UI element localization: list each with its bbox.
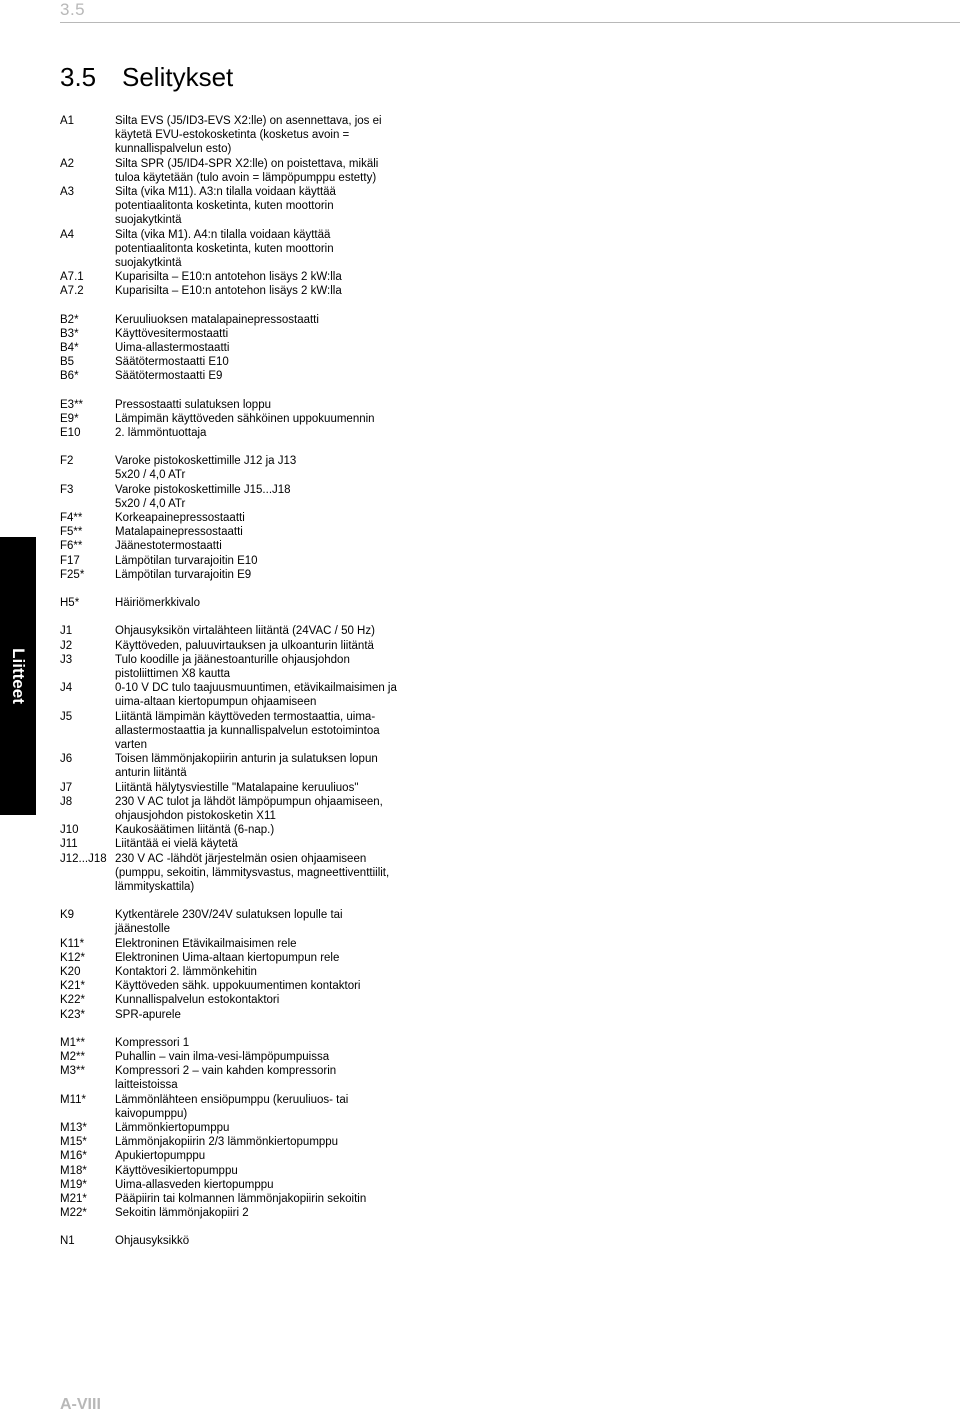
legend-code: J11 — [60, 838, 78, 851]
legend-code: A2 — [60, 157, 75, 170]
legend-row — [60, 852, 400, 895]
legend-code: N1 — [60, 1235, 75, 1248]
legend-description: 230 V AC -lähdöt järjestelmän osien ohjaamiseen (pumppu, sekoitin, lämmitysvastus, magneettiventtiilit, lämmityskattila) — [115, 852, 390, 893]
legend-description: Lämpimän käyttöveden sähköinen uppokuumennin — [115, 412, 375, 425]
legend-code — [60, 497, 115, 511]
legend-code: M13* — [60, 1122, 87, 1134]
legend-description: 5x20 / 4,0 ATr — [115, 497, 186, 510]
legend-row — [60, 1093, 400, 1121]
legend-code: K23* — [60, 1008, 85, 1021]
legend-row — [60, 341, 400, 355]
legend-row — [60, 965, 400, 979]
legend-code: B4* — [60, 342, 79, 355]
legend-row — [60, 837, 400, 851]
legend-code: M11* — [60, 1093, 86, 1106]
legend-row — [60, 681, 400, 709]
legend-row — [60, 1178, 400, 1192]
legend-description: Uima-allasveden kiertopumppu — [115, 1178, 274, 1191]
legend-row — [60, 412, 400, 426]
legend-row — [60, 795, 400, 823]
legend-row — [60, 568, 400, 582]
legend-description: Käyttövesikiertopumppu — [115, 1164, 238, 1177]
legend-code: M22* — [60, 1207, 87, 1220]
legend-description: Pääpiirin tai kolmannen lämmönjakopiirin sekoitin — [115, 1193, 367, 1206]
legend-row — [60, 511, 400, 525]
legend-description: 0-10 V DC tulo taajuusmuuntimen, etävikailmaisimen ja uima-altaan kiertopumpun ohjaamiseen — [115, 682, 397, 709]
legend-description: Pressostaatti sulatuksen loppu — [115, 398, 271, 411]
legend-code: B5 — [60, 356, 75, 369]
legend-code: F25* — [60, 568, 85, 581]
legend-description: Varoke pistokoskettimille J12 ja J13 — [115, 455, 297, 468]
legend-row — [60, 979, 400, 993]
legend-code: B3* — [60, 327, 79, 340]
legend-row — [60, 369, 400, 383]
side-tab — [0, 537, 36, 815]
legend-code: B2* — [60, 313, 79, 326]
legend-row — [60, 1121, 400, 1135]
legend-row — [60, 398, 400, 412]
legend-description: Kompressori 2 – vain kahden kompressorin laitteistoissa — [115, 1065, 337, 1092]
legend-description: Puhallin – vain ilma-vesi-lämpöpumpuissa — [115, 1050, 330, 1063]
legend-row — [60, 1135, 400, 1149]
legend-code: E10 — [60, 427, 81, 440]
legend-code: F6** — [60, 540, 83, 553]
legend-code: M18* — [60, 1164, 87, 1177]
legend-row — [60, 355, 400, 369]
legend-description: Silta (vika M11). A3:n tilalla voidaan käyttää potentiaalitonta kosketinta, kuten moottorin suojakytkintä — [115, 186, 336, 227]
legend-code: K11* — [60, 937, 85, 950]
legend-description: Lämpötilan turvarajoitin E10 — [115, 554, 258, 567]
legend-description: Keruuliuoksen matalapainepressostaatti — [115, 313, 319, 326]
legend-description: Käyttöveden sähk. uppokuumentimen kontaktori — [115, 980, 361, 993]
legend-code: F4** — [60, 512, 83, 525]
legend-code: A4 — [60, 228, 75, 241]
legend-group — [60, 114, 400, 299]
legend-row — [60, 1206, 400, 1220]
legend-code: K20 — [60, 965, 81, 978]
legend-code: J8 — [60, 795, 73, 808]
legend-code: M21* — [60, 1193, 87, 1206]
legend-row — [60, 823, 400, 837]
legend-description: 2. lämmöntuottaja — [115, 427, 207, 440]
legend-code: E3** — [60, 398, 84, 411]
legend-group — [60, 1036, 400, 1221]
legend-group — [60, 624, 400, 894]
legend-code: M15* — [60, 1136, 87, 1149]
legend-row — [60, 1234, 400, 1248]
legend-group — [60, 1234, 400, 1248]
legend-row — [60, 781, 400, 795]
legend-description: Säätötermostaatti E9 — [115, 370, 223, 383]
legend-description: SPR-apurele — [115, 1008, 181, 1021]
legend-description: Kontaktori 2. lämmönkehitin — [115, 965, 257, 978]
legend-description: Kuparisilta – E10:n antotehon lisäys 2 kW:lla — [115, 271, 342, 284]
legend-group — [60, 398, 400, 441]
legend-row — [60, 624, 400, 638]
legend-row — [60, 951, 400, 965]
legend-description: 5x20 / 4,0 ATr — [115, 469, 186, 482]
legend-code: F2 — [60, 455, 74, 468]
legend-description: Liitäntää ei vielä käytetä — [115, 838, 238, 851]
legend-group — [60, 596, 400, 610]
legend-code: M19* — [60, 1178, 87, 1191]
legend-row — [60, 468, 400, 482]
legend-description: Käyttöveden, paluuvirtauksen ja ulkoanturin liitäntä — [115, 639, 374, 652]
legend-code: F5** — [60, 526, 83, 539]
legend-description: Kaukosäätimen liitäntä (6-nap.) — [115, 824, 275, 837]
legend-row — [60, 1164, 400, 1178]
legend-row — [60, 1008, 400, 1022]
section-title: Selitykset — [122, 62, 234, 92]
legend-description: Silta EVS (J5/ID3-EVS X2:lle) on asennettava, jos ei käytetä EVU-estokosketinta (kosketus avoin = kunnallispalvelun esto) — [115, 115, 382, 156]
legend-row — [60, 1149, 400, 1163]
legend-description: Apukiertopumppu — [115, 1150, 206, 1163]
legend-description: Elektroninen Etävikailmaisimen rele — [115, 937, 297, 950]
legend-description: 230 V AC tulot ja lähdöt lämpöpumpun ohjaamiseen, ohjausjohdon pistokosketin X11 — [115, 795, 383, 822]
legend-row — [60, 497, 400, 511]
legend-code: K12* — [60, 951, 85, 964]
legend-description: Silta SPR (J5/ID4-SPR X2:lle) on poistettava, mikäli tuloa käytetään (tulo avoin = lämpöpumppu estetty) — [115, 157, 379, 184]
legend-description: Ohjausyksikkö — [115, 1235, 190, 1248]
legend-code: J6 — [60, 753, 73, 766]
legend-description: Matalapainepressostaatti — [115, 526, 243, 539]
legend-description: Kunnallispalvelun estokontaktori — [115, 994, 280, 1007]
section-heading — [60, 62, 233, 93]
section-number: 3.5 — [60, 62, 97, 92]
legend-row — [60, 1192, 400, 1206]
legend-row — [60, 993, 400, 1007]
legend-code: M3** — [60, 1065, 85, 1078]
legend-code: K21* — [60, 980, 85, 993]
legend-row — [60, 454, 400, 468]
legend-row — [60, 483, 400, 497]
legend-description: Lämmönlähteen ensiöpumppu (keruuliuos- tai kaivopumppu) — [115, 1093, 349, 1120]
legend-code: J4 — [60, 682, 73, 695]
legend-row — [60, 908, 400, 936]
header-rule — [60, 22, 960, 23]
legend-description: Uima-allastermostaatti — [115, 342, 230, 355]
legend-row — [60, 639, 400, 653]
legend-description: Kuparisilta – E10:n antotehon lisäys 2 kW:lla — [115, 285, 342, 298]
legend-code: J3 — [60, 653, 73, 666]
legend-description: Kytkentärele 230V/24V sulatuksen lopulle tai jäänestolle — [115, 909, 343, 936]
legend-code: A7.1 — [60, 271, 84, 284]
legend-description: Toisen lämmönjakopiirin anturin ja sulatuksen lopun anturin liitäntä — [115, 753, 378, 780]
legend-description: Lämpötilan turvarajoitin E9 — [115, 568, 252, 581]
legend-code: A1 — [60, 115, 75, 127]
legend-code: M1** — [60, 1036, 85, 1049]
legend-code: A3 — [60, 186, 75, 199]
legend-code: J10 — [60, 824, 79, 837]
legend-code: J2 — [60, 639, 73, 652]
side-tab-label: Liitteet — [9, 648, 28, 704]
legend-row — [60, 157, 400, 185]
legend-code: J7 — [60, 781, 73, 794]
legend-group — [60, 454, 400, 582]
legend-row — [60, 525, 400, 539]
legend-row — [60, 554, 400, 568]
legend-row — [60, 185, 400, 228]
legend-code: H5* — [60, 597, 80, 610]
legend-description: Lämmönjakopiirin 2/3 lämmönkiertopumppu — [115, 1136, 339, 1149]
legend-code: J1 — [60, 625, 73, 638]
legend-description: Häiriömerkkivalo — [115, 597, 200, 610]
legend-row — [60, 426, 400, 440]
legend-group — [60, 313, 400, 384]
legend-description: Silta (vika M1). A4:n tilalla voidaan käyttää potentiaalitonta kosketinta, kuten moottorin suojakytkintä — [115, 228, 334, 270]
legend-code: K22* — [60, 994, 85, 1007]
legend-description: Elektroninen Uima-altaan kiertopumpun rele — [115, 951, 340, 964]
legend-row — [60, 270, 400, 284]
legend-row — [60, 228, 400, 271]
legend-code: K9 — [60, 909, 75, 922]
legend-row — [60, 1050, 400, 1064]
legend-description: Sekoitin lämmönjakopiiri 2 — [115, 1207, 249, 1220]
legend-description: Ohjausyksikön virtalähteen liitäntä (24VAC / 50 Hz) — [115, 625, 375, 638]
legend-row — [60, 539, 400, 553]
legend-row — [60, 327, 400, 341]
page-number: A-VIII — [60, 1396, 101, 1413]
legend-code: M2** — [60, 1050, 85, 1063]
legend-row — [60, 1064, 400, 1092]
legend-description: Jäänestotermostaatti — [115, 540, 222, 553]
legend-row — [60, 937, 400, 951]
legend-list — [60, 114, 400, 1263]
legend-row — [60, 653, 400, 681]
legend-code: J5 — [60, 710, 73, 723]
legend-description: Korkeapainepressostaatti — [115, 512, 245, 525]
legend-description: Liitäntä hälytysviestille "Matalapaine keruuliuos" — [115, 781, 359, 794]
legend-row — [60, 1036, 400, 1050]
legend-code: A7.2 — [60, 285, 84, 298]
legend-row — [60, 752, 400, 780]
legend-description: Varoke pistokoskettimille J15...J18 — [115, 483, 291, 496]
legend-group — [60, 908, 400, 1022]
legend-description: Tulo koodille ja jäänestoanturille ohjausjohdon pistoliittimen X8 kautta — [115, 653, 350, 680]
legend-code — [60, 468, 115, 482]
legend-row — [60, 313, 400, 327]
legend-row — [60, 284, 400, 298]
legend-description: Kompressori 1 — [115, 1036, 190, 1049]
legend-description: Käyttövesitermostaatti — [115, 327, 229, 340]
legend-row — [60, 596, 400, 610]
legend-description: Säätötermostaatti E10 — [115, 356, 229, 369]
legend-code: B6* — [60, 370, 79, 383]
legend-row — [60, 710, 400, 753]
legend-code: J12...J18 — [60, 852, 107, 865]
legend-description: Liitäntä lämpimän käyttöveden termostaattia, uima-allastermostaattia ja kunnallispalvelun estotoimintoa varten — [115, 710, 380, 751]
legend-code: M16* — [60, 1150, 87, 1163]
legend-code: E9* — [60, 412, 79, 425]
running-section-number: 3.5 — [60, 0, 86, 19]
legend-description: Lämmönkiertopumppu — [115, 1122, 230, 1134]
legend-row — [60, 114, 400, 157]
legend-code: F3 — [60, 483, 74, 496]
legend-code: F17 — [60, 554, 80, 567]
